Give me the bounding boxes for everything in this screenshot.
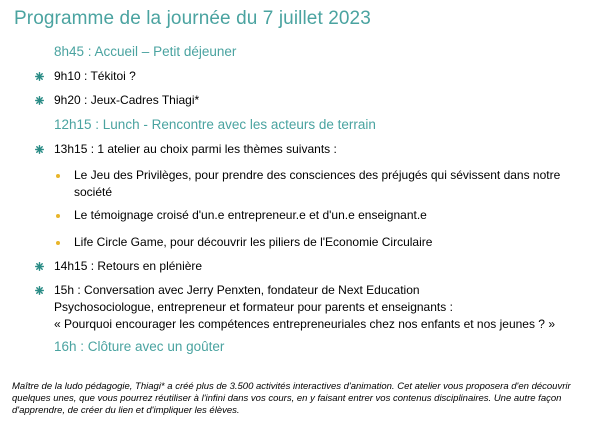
- schedule-retours: 14h15 : Retours en plénière: [54, 259, 203, 273]
- schedule-conversation-question: « Pourquoi encourager les compétences entrepreneuriales chez nos enfants et nos jeunes ? »: [54, 317, 555, 331]
- theme-item: Le témoignage croisé d'un.e entrepreneur.e et d'un.e enseignant.e: [74, 208, 427, 222]
- footnote: Maître de la ludo pédagogie, Thiagi* a créé plus de 3.500 activités interactives d'animation. Cet atelier vous proposera d'en découvrir quelques unes, que vous pourrez réutiliser à l'infini dans vos cours, en y faisant entrer vos contenus disciplinaires. Une autre façon d'apprendre, de créer du lien et d'impliquer les élèves.: [12, 381, 571, 416]
- schedule-tekitoi: 9h10 : Tékitoi ?: [54, 69, 136, 83]
- dot-icon: [56, 174, 60, 178]
- theme-item: Le Jeu des Privilèges, pour prendre des consciences des préjugés qui sévissent dans notre: [74, 168, 561, 182]
- asterisk-star-icon: [35, 262, 44, 271]
- asterisk-star-icon: [35, 96, 44, 105]
- dot-icon: [56, 214, 60, 218]
- asterisk-star-icon: [35, 286, 44, 295]
- schedule-accueil: 8h45 : Accueil – Petit déjeuner: [54, 44, 237, 59]
- schedule-conversation-speaker: Psychosociologue, entrepreneur et formateur pour parents et enseignants :: [54, 300, 453, 314]
- theme-item: Life Circle Game, pour découvrir les piliers de l'Economie Circulaire: [74, 235, 433, 249]
- page-title: Programme de la journée du 7 juillet 2023: [14, 8, 371, 29]
- asterisk-star-icon: [35, 72, 44, 81]
- schedule-conversation: 15h : Conversation avec Jerry Penxten, fondateur de Next Education: [54, 283, 420, 297]
- asterisk-star-icon: [35, 145, 44, 154]
- schedule-cloture: 16h : Clôture avec un goûter: [54, 339, 225, 354]
- dot-icon: [56, 241, 60, 245]
- schedule-lunch: 12h15 : Lunch - Rencontre avec les acteurs de terrain: [54, 117, 376, 132]
- schedule-jeux-cadres: 9h20 : Jeux-Cadres Thiagi*: [54, 93, 200, 107]
- theme-item-continuation: société: [74, 185, 113, 199]
- schedule-atelier: 13h15 : 1 atelier au choix parmi les thèmes suivants :: [54, 142, 337, 156]
